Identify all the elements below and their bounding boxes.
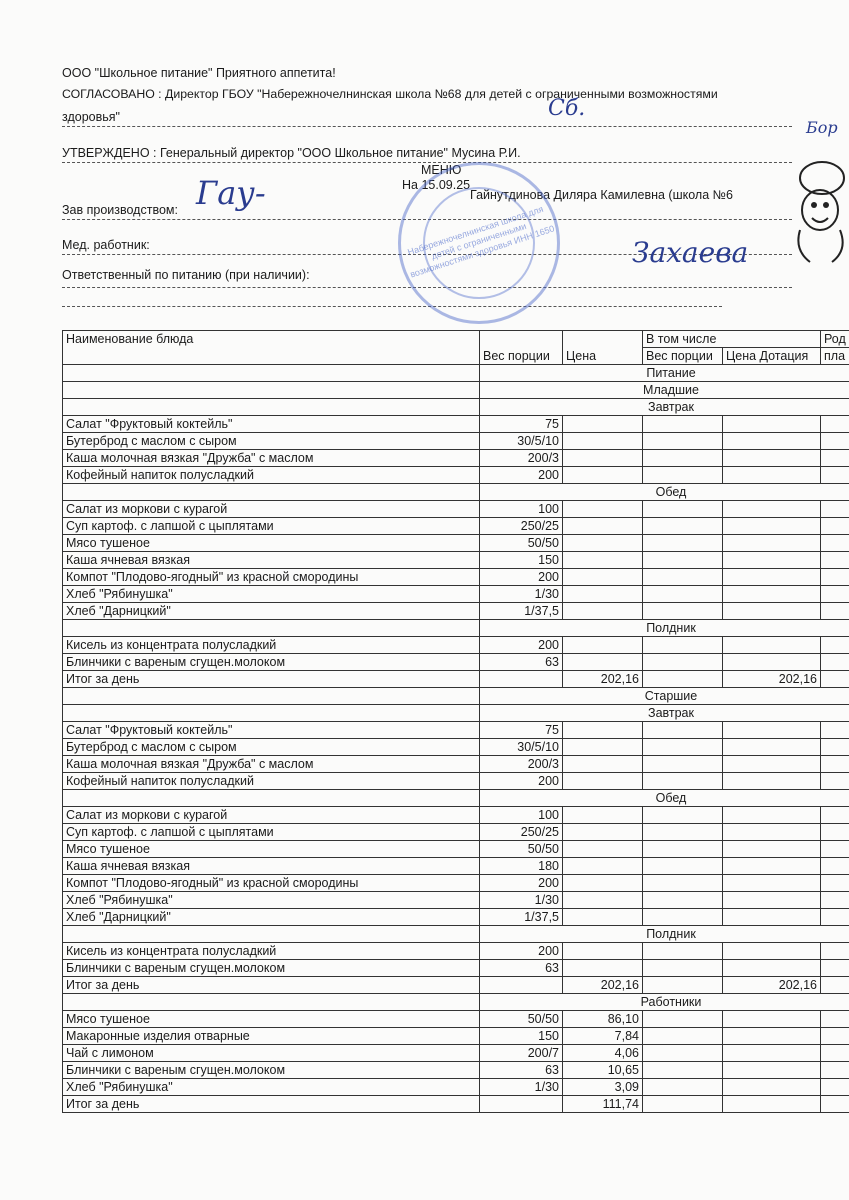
dish-name: Итог за день <box>63 977 480 994</box>
menu-date: На 15.09.25 <box>402 178 471 192</box>
section-row <box>63 926 849 943</box>
agreed-dashed-line <box>62 126 792 127</box>
table-row <box>63 654 849 671</box>
incl-weight <box>643 569 723 586</box>
price <box>563 569 643 586</box>
price <box>563 943 643 960</box>
table-row <box>63 824 849 841</box>
table-row <box>63 875 849 892</box>
extra-dashed-line <box>62 306 722 307</box>
dish-name: Салат из моркови с курагой <box>63 501 480 518</box>
portion-weight: 180 <box>480 858 563 875</box>
responsible-label: Ответственный по питанию (при наличии): <box>62 268 310 282</box>
chef-mascot-icon <box>790 150 849 270</box>
parent-pay <box>821 433 849 450</box>
section-row <box>63 790 849 807</box>
parent-pay <box>821 586 849 603</box>
incl-weight <box>643 960 723 977</box>
subsidy-price <box>723 858 821 875</box>
parent-pay <box>821 501 849 518</box>
section-spacer <box>63 688 480 705</box>
subsidy-price <box>723 841 821 858</box>
dish-name: Итог за день <box>63 671 480 688</box>
price <box>563 552 643 569</box>
dish-name: Макаронные изделия отварные <box>63 1028 480 1045</box>
dish-name: Хлеб "Рябинушка" <box>63 1079 480 1096</box>
portion-weight: 200/7 <box>480 1045 563 1062</box>
dish-name: Суп картоф. с лапшой с цыплятами <box>63 824 480 841</box>
parent-pay <box>821 773 849 790</box>
total-row <box>63 977 849 994</box>
col-incl-header: В том числе <box>643 331 821 348</box>
price <box>563 518 643 535</box>
subsidy-price <box>723 1045 821 1062</box>
subsidy-price <box>723 450 821 467</box>
dish-name: Блинчики с вареным сгущен.молоком <box>63 654 480 671</box>
portion-weight: 75 <box>480 416 563 433</box>
portion-weight <box>480 1096 563 1113</box>
subsidy-price: 202,16 <box>723 977 821 994</box>
price <box>563 739 643 756</box>
price: 7,84 <box>563 1028 643 1045</box>
parent-pay <box>821 977 849 994</box>
parent-pay <box>821 603 849 620</box>
section-label: Полдник <box>480 926 849 943</box>
table-row <box>63 756 849 773</box>
parent-pay <box>821 722 849 739</box>
col-name-header: Наименование блюда <box>63 331 480 365</box>
section-row <box>63 688 849 705</box>
agreed-line-2: здоровья" <box>62 110 120 124</box>
price <box>563 824 643 841</box>
price <box>563 722 643 739</box>
dish-name: Компот "Плодово-ягодный" из красной смородины <box>63 569 480 586</box>
subsidy-price <box>723 875 821 892</box>
parent-pay <box>821 1079 849 1096</box>
parent-pay <box>821 824 849 841</box>
price: 202,16 <box>563 977 643 994</box>
price: 111,74 <box>563 1096 643 1113</box>
portion-weight: 250/25 <box>480 824 563 841</box>
dish-name: Мясо тушеное <box>63 1011 480 1028</box>
section-label: Младшие <box>480 382 849 399</box>
menu-table <box>62 330 849 1113</box>
portion-weight: 63 <box>480 960 563 977</box>
dish-name: Кисель из концентрата полусладкий <box>63 637 480 654</box>
table-row <box>63 1045 849 1062</box>
table-row <box>63 943 849 960</box>
portion-weight: 150 <box>480 552 563 569</box>
production-label: Зав производством: <box>62 203 178 217</box>
incl-weight <box>643 467 723 484</box>
portion-weight: 100 <box>480 807 563 824</box>
price <box>563 841 643 858</box>
table-row <box>63 892 849 909</box>
approved-line: УТВЕРЖДЕНО : Генеральный директор "ООО Школьное питание" Мусина Р.И. <box>62 146 521 160</box>
incl-weight <box>643 841 723 858</box>
corner-signature: Бор <box>806 118 838 137</box>
section-spacer <box>63 399 480 416</box>
table-row <box>63 722 849 739</box>
price <box>563 960 643 977</box>
dish-name: Каша ячневая вязкая <box>63 552 480 569</box>
subsidy-price <box>723 586 821 603</box>
section-spacer <box>63 620 480 637</box>
parent-pay <box>821 654 849 671</box>
dish-name: Кофейный напиток полусладкий <box>63 467 480 484</box>
price: 86,10 <box>563 1011 643 1028</box>
stamp-text: Набережночелнинская школа для детей с ограниченными возможностями здоровья ИНН 1650 <box>406 203 556 280</box>
price <box>563 875 643 892</box>
price <box>563 467 643 484</box>
dish-name: Хлеб "Рябинушка" <box>63 586 480 603</box>
section-label: Работники <box>480 994 849 1011</box>
portion-weight: 250/25 <box>480 518 563 535</box>
subsidy-price <box>723 603 821 620</box>
incl-weight <box>643 433 723 450</box>
dish-name: Каша ячневая вязкая <box>63 858 480 875</box>
dish-name: Хлеб "Рябинушка" <box>63 892 480 909</box>
dish-name: Салат "Фруктовый коктейль" <box>63 416 480 433</box>
subsidy-price <box>723 1079 821 1096</box>
price <box>563 654 643 671</box>
production-signature: Гау- <box>196 174 266 212</box>
portion-weight: 200 <box>480 467 563 484</box>
incl-weight <box>643 1062 723 1079</box>
section-spacer <box>63 790 480 807</box>
portion-weight: 50/50 <box>480 535 563 552</box>
table-row <box>63 773 849 790</box>
price <box>563 756 643 773</box>
dish-name: Бутерброд с маслом с сыром <box>63 739 480 756</box>
dish-name: Салат "Фруктовый коктейль" <box>63 722 480 739</box>
incl-weight <box>643 858 723 875</box>
parent-pay <box>821 552 849 569</box>
subsidy-price <box>723 739 821 756</box>
price: 202,16 <box>563 671 643 688</box>
portion-weight: 200 <box>480 943 563 960</box>
table-row <box>63 433 849 450</box>
portion-weight: 1/30 <box>480 586 563 603</box>
section-row <box>63 365 849 382</box>
subsidy-price <box>723 416 821 433</box>
section-label: Обед <box>480 790 849 807</box>
section-label: Обед <box>480 484 849 501</box>
parent-pay <box>821 943 849 960</box>
dish-name: Каша молочная вязкая "Дружба" с маслом <box>63 756 480 773</box>
agreed-signature: Сб. <box>548 96 586 121</box>
price <box>563 858 643 875</box>
table-row <box>63 960 849 977</box>
parent-pay <box>821 1028 849 1045</box>
section-spacer <box>63 365 480 382</box>
table-row <box>63 569 849 586</box>
table-row <box>63 807 849 824</box>
parent-pay <box>821 518 849 535</box>
dish-name: Хлеб "Дарницкий" <box>63 909 480 926</box>
dish-name: Хлеб "Дарницкий" <box>63 603 480 620</box>
table-row <box>63 1028 849 1045</box>
table-row <box>63 1011 849 1028</box>
col-incl-weight-header: Вес порции <box>643 348 723 365</box>
section-label: Старшие <box>480 688 849 705</box>
total-row <box>63 671 849 688</box>
portion-weight <box>480 977 563 994</box>
incl-weight <box>643 875 723 892</box>
portion-weight: 200 <box>480 569 563 586</box>
dish-name: Чай с лимоном <box>63 1045 480 1062</box>
table-row <box>63 535 849 552</box>
price <box>563 586 643 603</box>
table-row <box>63 858 849 875</box>
subsidy-price <box>723 892 821 909</box>
section-spacer <box>63 705 480 722</box>
portion-weight: 200 <box>480 773 563 790</box>
section-spacer <box>63 484 480 501</box>
dish-name: Компот "Плодово-ягодный" из красной смородины <box>63 875 480 892</box>
table-row <box>63 467 849 484</box>
parent-pay <box>821 671 849 688</box>
incl-weight <box>643 637 723 654</box>
table-row <box>63 909 849 926</box>
table-header-row <box>63 331 849 348</box>
table-row <box>63 450 849 467</box>
parent-pay <box>821 467 849 484</box>
incl-weight <box>643 824 723 841</box>
section-label: Полдник <box>480 620 849 637</box>
incl-weight <box>643 501 723 518</box>
dish-name: Салат из моркови с курагой <box>63 807 480 824</box>
subsidy-price <box>723 654 821 671</box>
subsidy-price <box>723 1011 821 1028</box>
col-parent-header-2: пла <box>821 348 849 365</box>
subsidy-price <box>723 535 821 552</box>
price <box>563 909 643 926</box>
menu-table-body <box>63 365 849 1113</box>
table-row <box>63 416 849 433</box>
price <box>563 416 643 433</box>
incl-weight <box>643 1045 723 1062</box>
section-row <box>63 382 849 399</box>
incl-weight <box>643 909 723 926</box>
section-spacer <box>63 382 480 399</box>
parent-pay <box>821 1096 849 1113</box>
subsidy-price <box>723 501 821 518</box>
price <box>563 807 643 824</box>
subsidy-price <box>723 722 821 739</box>
portion-weight: 1/37,5 <box>480 909 563 926</box>
parent-pay <box>821 841 849 858</box>
parent-pay <box>821 416 849 433</box>
table-row <box>63 841 849 858</box>
parent-pay <box>821 875 849 892</box>
incl-weight <box>643 1011 723 1028</box>
incl-weight <box>643 756 723 773</box>
dish-name: Каша молочная вязкая "Дружба" с маслом <box>63 450 480 467</box>
section-row <box>63 484 849 501</box>
parent-pay <box>821 739 849 756</box>
parent-pay <box>821 892 849 909</box>
dish-name: Мясо тушеное <box>63 535 480 552</box>
parent-pay <box>821 1045 849 1062</box>
section-label: Завтрак <box>480 705 849 722</box>
parent-pay <box>821 637 849 654</box>
col-weight-header: Вес порции <box>480 331 563 365</box>
incl-weight <box>643 603 723 620</box>
subsidy-price <box>723 518 821 535</box>
incl-weight <box>643 1028 723 1045</box>
portion-weight: 200/3 <box>480 756 563 773</box>
price <box>563 603 643 620</box>
parent-pay <box>821 569 849 586</box>
parent-pay <box>821 1011 849 1028</box>
price <box>563 773 643 790</box>
table-row <box>63 603 849 620</box>
price: 4,06 <box>563 1045 643 1062</box>
price: 10,65 <box>563 1062 643 1079</box>
col-price-header: Цена <box>563 331 643 365</box>
subsidy-price <box>723 807 821 824</box>
subsidy-price <box>723 943 821 960</box>
dish-name: Блинчики с вареным сгущен.молоком <box>63 1062 480 1079</box>
price <box>563 450 643 467</box>
col-parent-header: Род <box>821 331 849 348</box>
portion-weight: 50/50 <box>480 1011 563 1028</box>
parent-pay <box>821 858 849 875</box>
incl-weight <box>643 552 723 569</box>
table-row <box>63 586 849 603</box>
table-row <box>63 1079 849 1096</box>
agreed-line: СОГЛАСОВАНО : Директор ГБОУ "Набережночелнинская школа №68 для детей с ограниченными возможностями <box>62 87 718 101</box>
incl-weight <box>643 1096 723 1113</box>
subsidy-price <box>723 960 821 977</box>
subsidy-price <box>723 569 821 586</box>
incl-weight <box>643 739 723 756</box>
dish-name: Кофейный напиток полусладкий <box>63 773 480 790</box>
subsidy-price <box>723 824 821 841</box>
price <box>563 892 643 909</box>
portion-weight: 100 <box>480 501 563 518</box>
subsidy-price <box>723 909 821 926</box>
section-label: Питание <box>480 365 849 382</box>
parent-pay <box>821 1062 849 1079</box>
price <box>563 433 643 450</box>
price <box>563 637 643 654</box>
subsidy-price <box>723 773 821 790</box>
incl-weight <box>643 892 723 909</box>
section-row <box>63 620 849 637</box>
production-name: Гайнутдинова Диляра Камилевна (школа №6 <box>470 188 733 202</box>
subsidy-price <box>723 756 821 773</box>
col-incl-price-header: Цена Дотация <box>723 348 821 365</box>
subsidy-price <box>723 433 821 450</box>
subsidy-price <box>723 467 821 484</box>
responsible-signature: Захаева <box>632 236 749 269</box>
subsidy-price <box>723 1028 821 1045</box>
table-row <box>63 637 849 654</box>
parent-pay <box>821 756 849 773</box>
portion-weight: 200 <box>480 637 563 654</box>
dish-name: Блинчики с вареным сгущен.молоком <box>63 960 480 977</box>
portion-weight: 1/30 <box>480 1079 563 1096</box>
incl-weight <box>643 450 723 467</box>
incl-weight <box>643 586 723 603</box>
dish-name: Итог за день <box>63 1096 480 1113</box>
dish-name: Бутерброд с маслом с сыром <box>63 433 480 450</box>
section-row <box>63 399 849 416</box>
incl-weight <box>643 1079 723 1096</box>
portion-weight: 200/3 <box>480 450 563 467</box>
section-label: Завтрак <box>480 399 849 416</box>
portion-weight: 75 <box>480 722 563 739</box>
parent-pay <box>821 807 849 824</box>
incl-weight <box>643 943 723 960</box>
portion-weight: 30/5/10 <box>480 739 563 756</box>
incl-weight <box>643 518 723 535</box>
total-row <box>63 1096 849 1113</box>
medic-label: Мед. работник: <box>62 238 150 252</box>
price: 3,09 <box>563 1079 643 1096</box>
subsidy-price <box>723 637 821 654</box>
portion-weight: 30/5/10 <box>480 433 563 450</box>
portion-weight: 200 <box>480 875 563 892</box>
portion-weight: 1/30 <box>480 892 563 909</box>
incl-weight <box>643 977 723 994</box>
portion-weight: 63 <box>480 654 563 671</box>
section-spacer <box>63 994 480 1011</box>
price <box>563 535 643 552</box>
parent-pay <box>821 909 849 926</box>
parent-pay <box>821 535 849 552</box>
price <box>563 501 643 518</box>
dish-name: Мясо тушеное <box>63 841 480 858</box>
portion-weight: 50/50 <box>480 841 563 858</box>
incl-weight <box>643 671 723 688</box>
subsidy-price <box>723 1062 821 1079</box>
subsidy-price <box>723 1096 821 1113</box>
section-row <box>63 994 849 1011</box>
portion-weight: 63 <box>480 1062 563 1079</box>
portion-weight <box>480 671 563 688</box>
subsidy-price <box>723 552 821 569</box>
incl-weight <box>643 535 723 552</box>
dish-name: Кисель из концентрата полусладкий <box>63 943 480 960</box>
table-row <box>63 739 849 756</box>
table-row <box>63 518 849 535</box>
incl-weight <box>643 416 723 433</box>
parent-pay <box>821 450 849 467</box>
dish-name: Суп картоф. с лапшой с цыплятами <box>63 518 480 535</box>
table-row <box>63 501 849 518</box>
section-row <box>63 705 849 722</box>
section-spacer <box>63 926 480 943</box>
parent-pay <box>821 960 849 977</box>
menu-title: МЕНЮ <box>421 163 462 177</box>
incl-weight <box>643 654 723 671</box>
portion-weight: 1/37,5 <box>480 603 563 620</box>
incl-weight <box>643 807 723 824</box>
incl-weight <box>643 773 723 790</box>
incl-weight <box>643 722 723 739</box>
company-line: ООО "Школьное питание" Приятного аппетита! <box>62 66 336 80</box>
table-row <box>63 1062 849 1079</box>
table-row <box>63 552 849 569</box>
portion-weight: 150 <box>480 1028 563 1045</box>
subsidy-price: 202,16 <box>723 671 821 688</box>
organization-stamp <box>398 162 560 324</box>
